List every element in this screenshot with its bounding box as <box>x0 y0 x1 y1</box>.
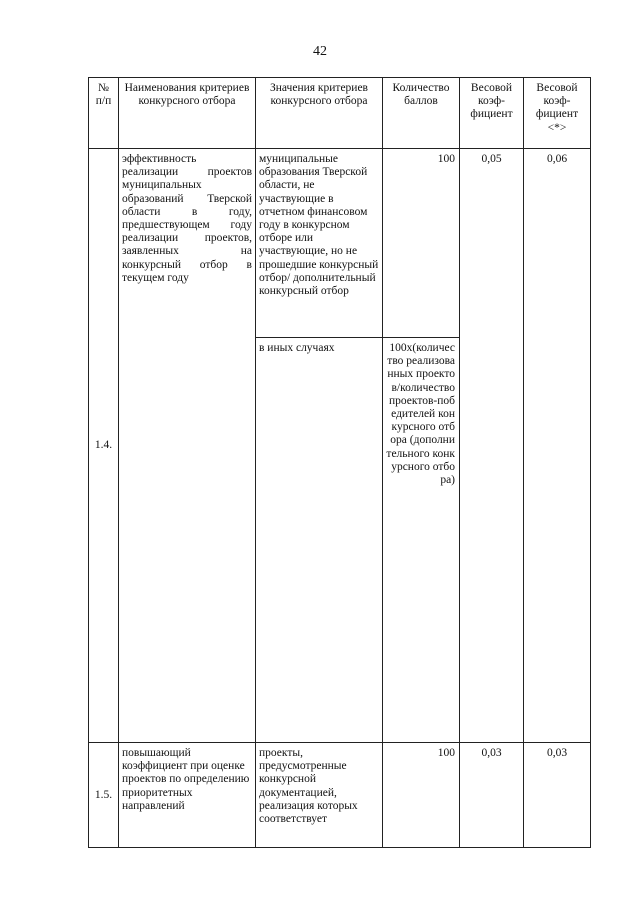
weight-coefficient-note: 0,03 <box>524 743 591 848</box>
criterion-value: в иных случаях <box>256 338 383 743</box>
header-num: № п/п <box>89 78 119 149</box>
header-value: Значения критериев конкурсного отбора <box>256 78 383 149</box>
score: 100 <box>383 149 460 338</box>
criterion-name: повышающий коэффициент при оценке проектов по определению приоритетных направлений <box>119 743 256 848</box>
weight-coefficient: 0,03 <box>460 743 524 848</box>
row-number: 1.5. <box>89 743 119 848</box>
weight-coefficient-note: 0,06 <box>524 149 591 743</box>
header-name: Наименования критериев конкурсного отбора <box>119 78 256 149</box>
header-score: Количество баллов <box>383 78 460 149</box>
table-row <box>89 743 591 848</box>
table-row <box>89 149 591 338</box>
header-coef: Весовой коэф-фициент <box>460 78 524 149</box>
score-formula: 100х(количество реализованных проектов/количество проектов-победителей конкурсного отбора (дополнительного конкурсного отбора) <box>383 338 460 743</box>
weight-coefficient: 0,05 <box>460 149 524 743</box>
criterion-name: эффективность реализации проектов муниципальных образований Тверской области в году, предшествующем году реализации проектов, заявленных на конкурсный отбор в текущем году <box>119 149 256 743</box>
table-header-row <box>89 78 591 149</box>
header-coef-note: Весовой коэф-фициент <*> <box>524 78 591 149</box>
criterion-value: муниципальные образования Тверской области, не участвующие в отчетном финансовом году в конкурсном отборе или участвующие, но не прошедшие конкурсный отбор/ дополнительный конкурсный отбор <box>256 149 383 338</box>
row-number: 1.4. <box>89 149 119 743</box>
criteria-table <box>88 77 591 848</box>
page-number: 42 <box>313 44 327 59</box>
score: 100 <box>383 743 460 848</box>
criterion-value: проекты, предусмотренные конкурсной документацией, реализация которых соответствует <box>256 743 383 848</box>
